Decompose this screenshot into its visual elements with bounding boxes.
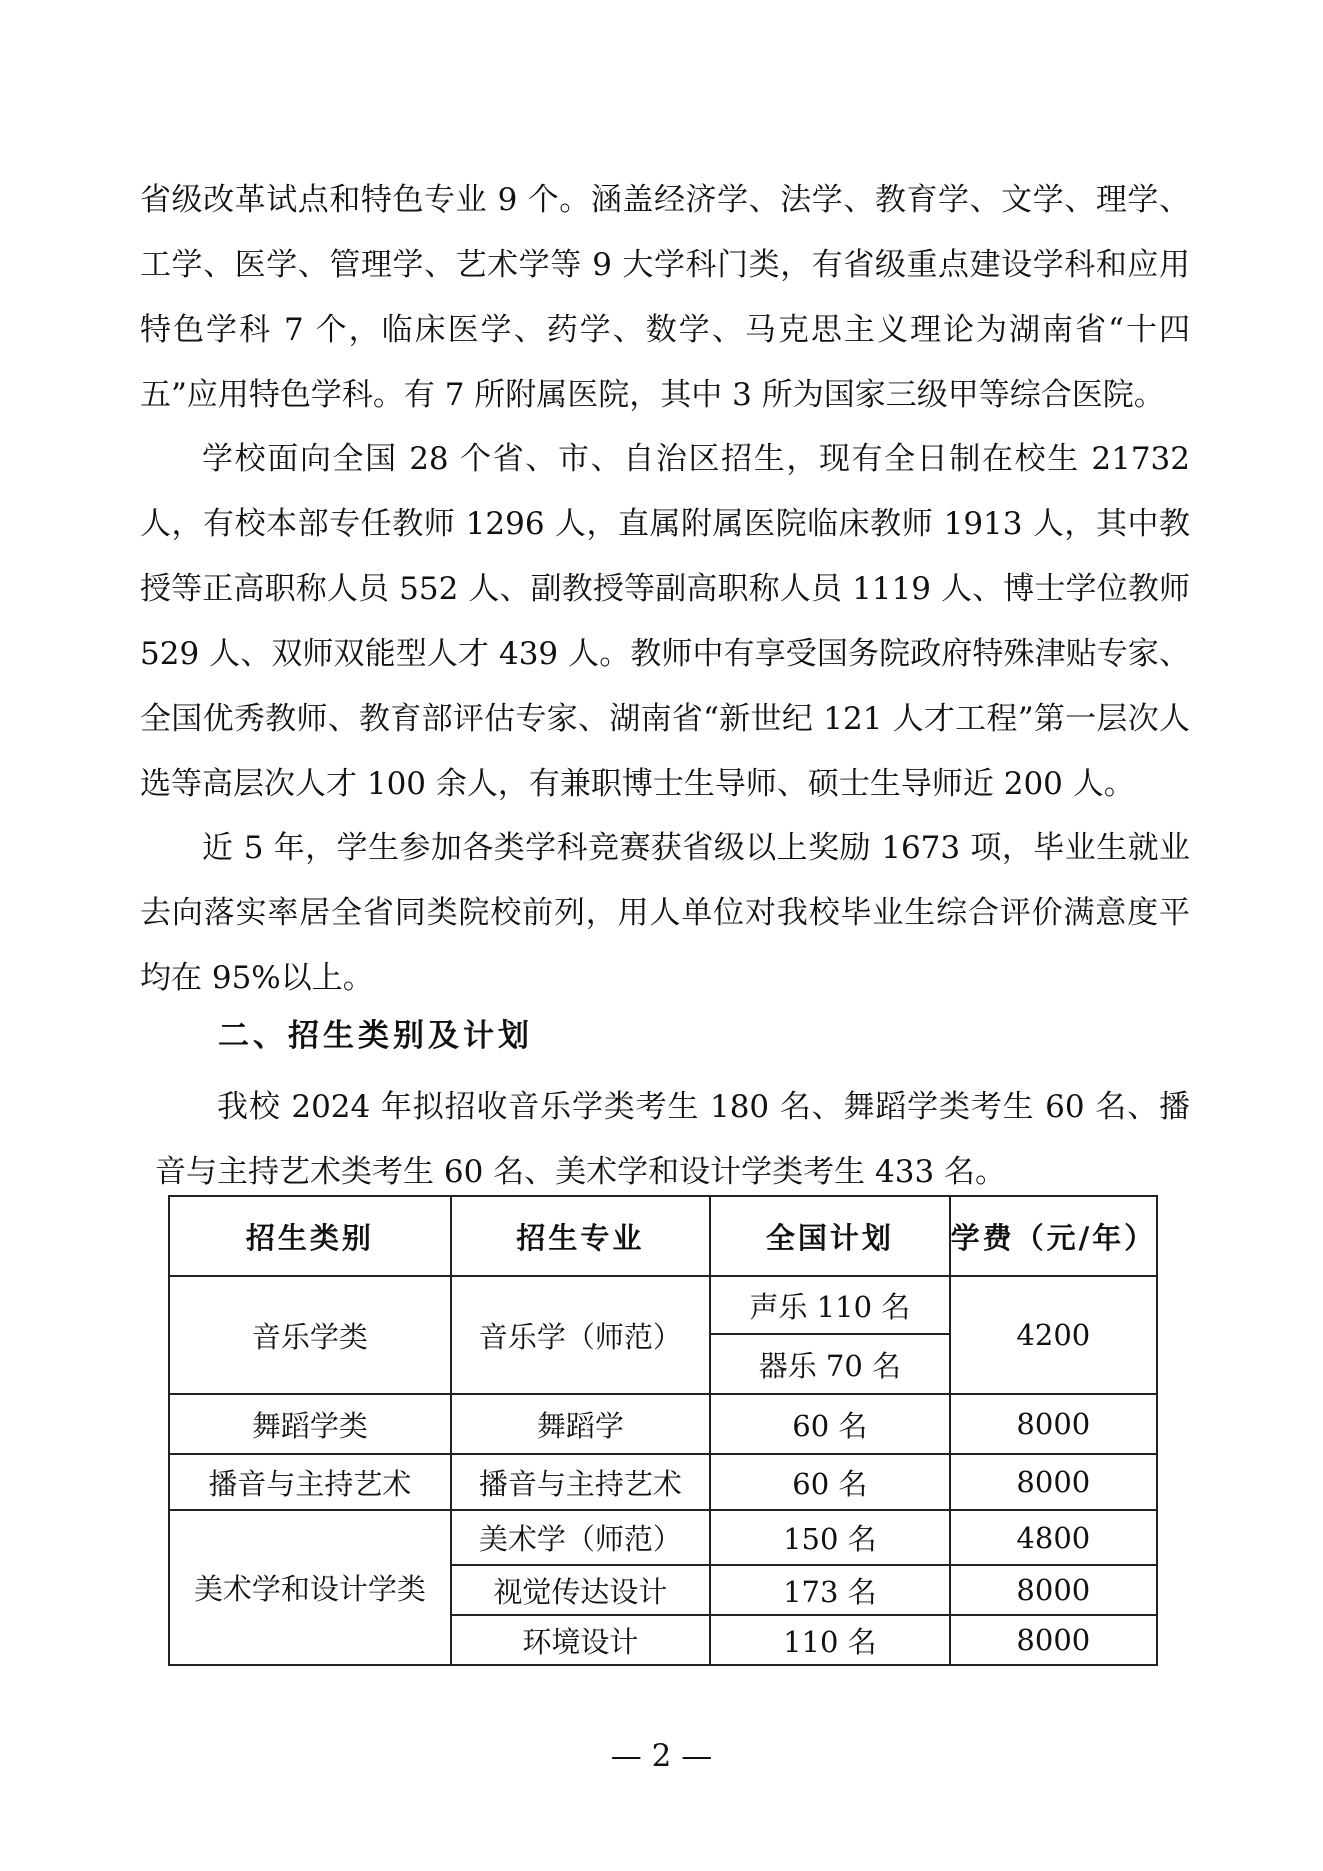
paragraph-achievements: 近 5 年，学生参加各类学科竞赛获省级以上奖励 1673 项，毕业生就业去向落实率居全省同类院校前列，用人单位对我校毕业生综合评价满意度平均在 95%以上。 <box>140 830 1190 996</box>
cell-major: 美术学（师范） <box>451 1510 710 1565</box>
cell-plan: 60 名 <box>710 1454 950 1510</box>
header-major: 招生专业 <box>451 1196 710 1276</box>
cell-plan: 声乐 110 名 <box>710 1276 950 1334</box>
cell-major: 音乐学（师范） <box>451 1276 710 1394</box>
table-row <box>169 1510 1157 1565</box>
cell-major: 舞蹈学 <box>451 1394 710 1454</box>
cell-plan: 器乐 70 名 <box>710 1334 950 1394</box>
cell-category: 播音与主持艺术 <box>169 1454 451 1510</box>
cell-major: 环境设计 <box>451 1615 710 1665</box>
page-number: — 2 — <box>610 1738 713 1774</box>
cell-plan: 110 名 <box>710 1615 950 1665</box>
header-category: 招生类别 <box>169 1196 451 1276</box>
cell-plan: 150 名 <box>710 1510 950 1565</box>
cell-plan: 60 名 <box>710 1394 950 1454</box>
header-plan: 全国计划 <box>710 1196 950 1276</box>
cell-major: 播音与主持艺术 <box>451 1454 710 1510</box>
section-heading: 二、招生类别及计划 <box>218 1018 533 1054</box>
cell-category: 舞蹈学类 <box>169 1394 451 1454</box>
paragraph-majors: 省级改革试点和特色专业 9 个。涵盖经济学、法学、教育学、文学、理学、工学、医学、管理学、艺术学等 9 大学科门类，有省级重点建设学科和应用特色学科 7 个，临床医学、药学、数学、马克思主义理论为湖南省“十四五”应用特色学科。有 7 所附属医院，其中 3 所为国家三级甲等综合医院。 <box>140 182 1190 413</box>
cell-fee: 8000 <box>950 1565 1157 1615</box>
table-row <box>169 1454 1157 1510</box>
cell-fee: 8000 <box>950 1454 1157 1510</box>
cell-category: 音乐学类 <box>169 1276 451 1394</box>
cell-category: 美术学和设计学类 <box>169 1510 451 1665</box>
paragraph-enrollment-plan: 我校 2024 年拟招收音乐学类考生 180 名、舞蹈学类考生 60 名、播音与主持艺术类考生 60 名、美术学和设计学类考生 433 名。 <box>155 1089 1190 1190</box>
cell-major: 视觉传达设计 <box>451 1565 710 1615</box>
table-row <box>169 1394 1157 1454</box>
table-row <box>169 1276 1157 1334</box>
cell-fee: 4200 <box>950 1276 1157 1394</box>
header-fee: 学费（元/年） <box>950 1196 1157 1276</box>
enrollment-table <box>168 1195 1158 1666</box>
table-header-row <box>169 1196 1157 1276</box>
cell-fee: 4800 <box>950 1510 1157 1565</box>
cell-plan: 173 名 <box>710 1565 950 1615</box>
cell-fee: 8000 <box>950 1615 1157 1665</box>
cell-fee: 8000 <box>950 1394 1157 1454</box>
paragraph-enrollment-faculty: 学校面向全国 28 个省、市、自治区招生，现有全日制在校生 21732 人，有校本部专任教师 1296 人，直属附属医院临床教师 1913 人，其中教授等正高职称人员 552 人、副教授等副高职称人员 1119 人、博士学位教师 529 人、双师双能型人才 439 人。教师中有享受国务院政府特殊津贴专家、全国优秀教师、教育部评估专家、湖南省“新世纪 121 人才工程”第一层次人选等高层次人才 100 余人，有兼职博士生导师、硕士生导师近 200 人。 <box>140 441 1190 802</box>
